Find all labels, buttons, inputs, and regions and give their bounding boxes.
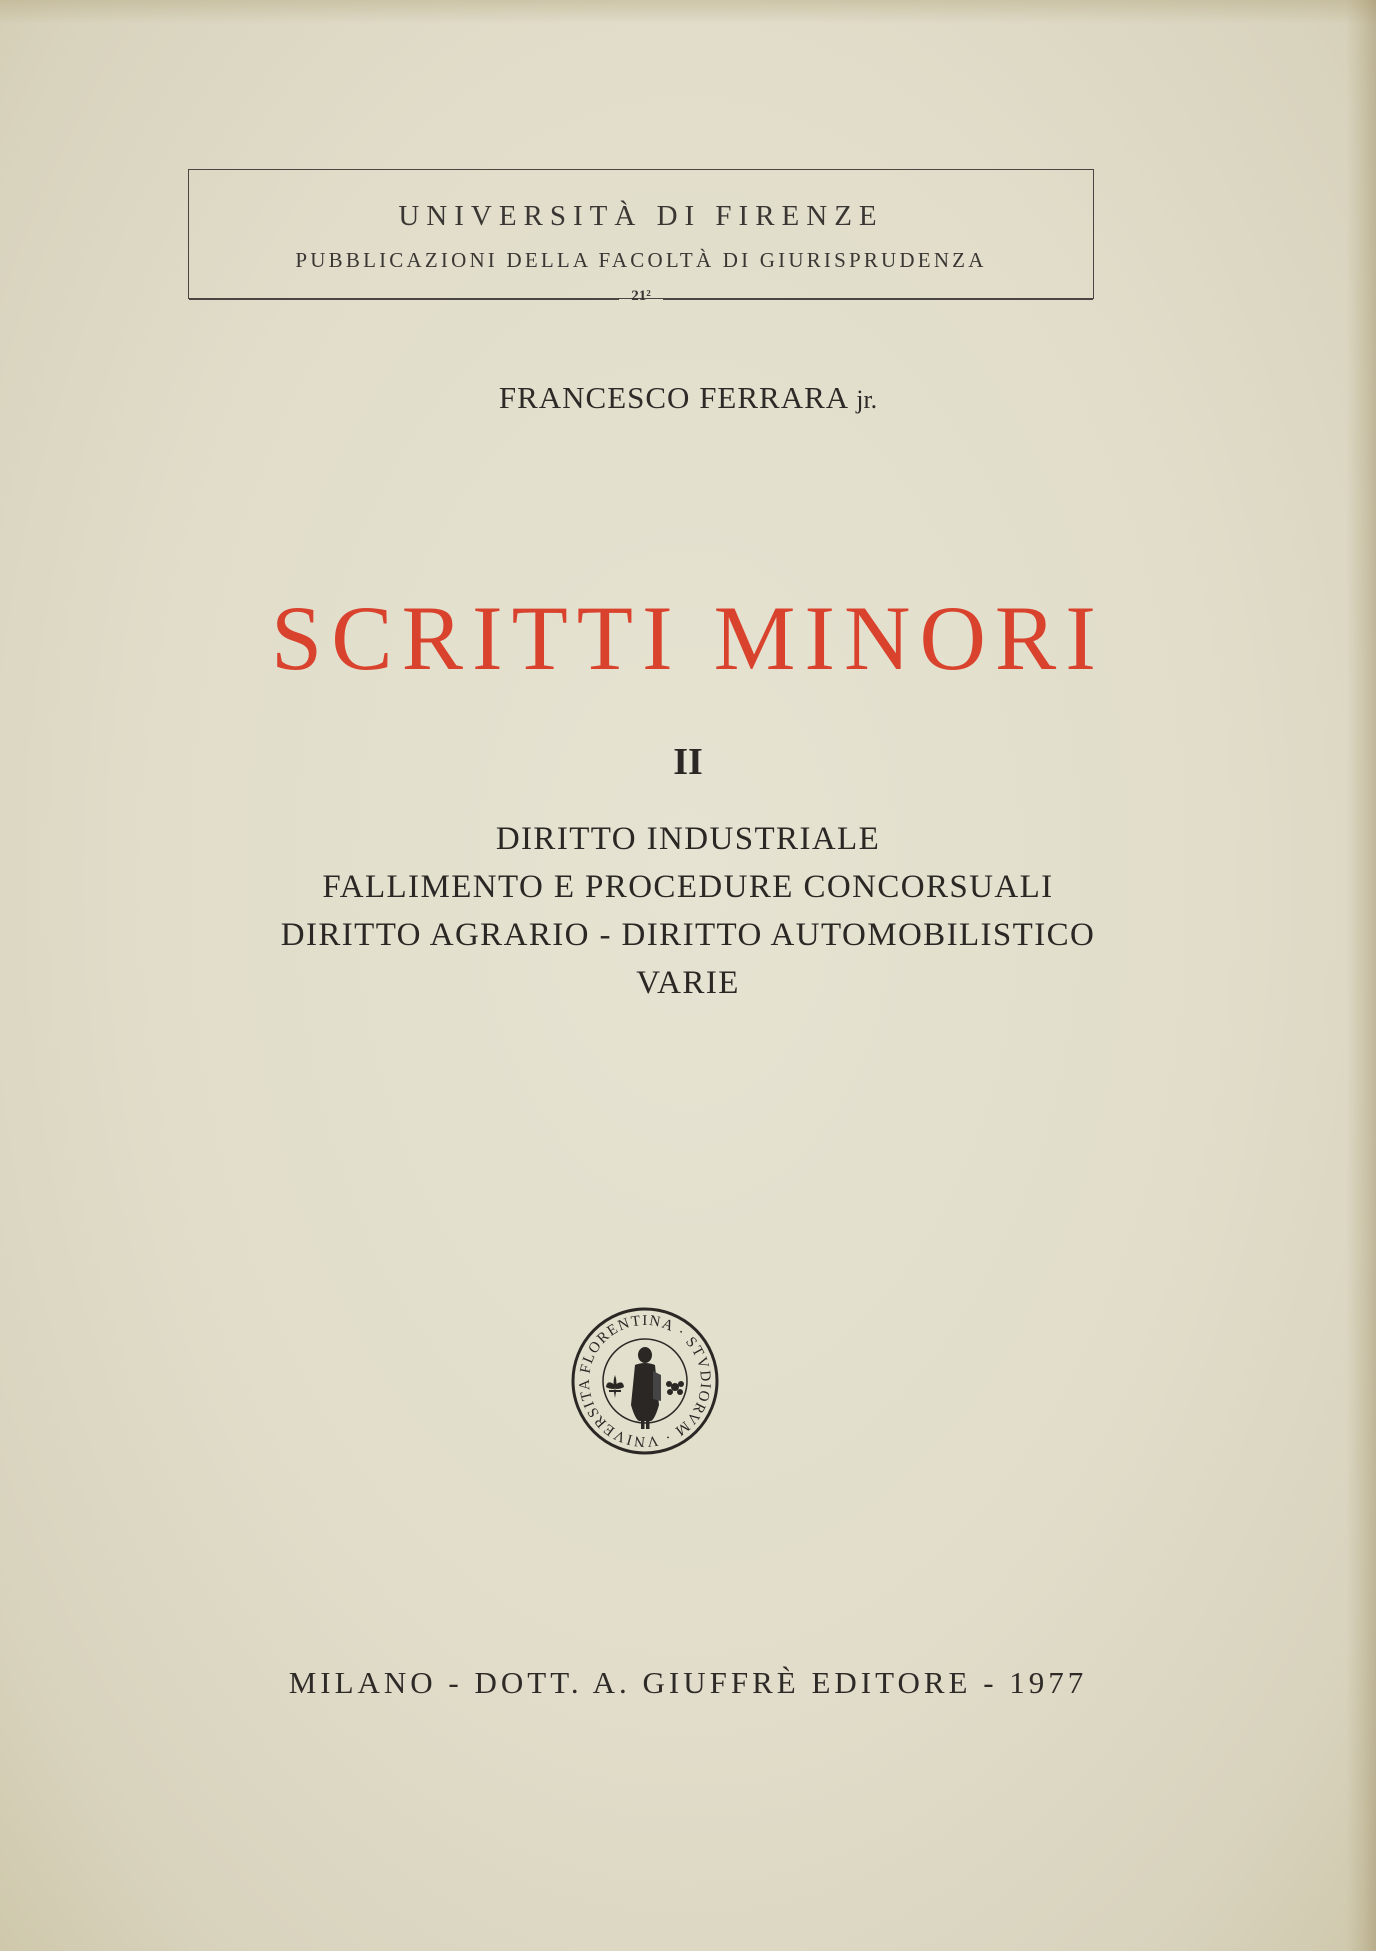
author-suffix: jr. — [856, 385, 878, 414]
author-line — [0, 380, 1376, 416]
subject-line: DIRITTO AGRARIO - DIRITTO AUTOMOBILISTICO — [280, 917, 1096, 953]
book-title: SCRITTI MINORI — [271, 587, 1105, 689]
subject-line: DIRITTO INDUSTRIALE — [495, 821, 881, 857]
subject-line: FALLIMENTO E PROCEDURE CONCORSUALI — [322, 869, 1054, 905]
series-number: 21² — [631, 288, 651, 304]
author-name: FRANCESCO FERRARA — [498, 380, 848, 415]
series-name: PUBBLICAZIONI DELLA FACOLTÀ DI GIURISPRUDENZA — [295, 248, 987, 272]
subject-list — [0, 815, 1376, 1007]
volume-number: II — [673, 741, 703, 783]
university-name: UNIVERSITÀ DI FIRENZE — [398, 200, 884, 232]
paper-edge-top — [0, 0, 1376, 24]
subject-line: VARIE — [636, 965, 740, 1001]
publisher-imprint: MILANO - DOTT. A. GIUFFRÈ EDITORE - 1977 — [288, 1665, 1088, 1700]
university-seal-icon — [569, 1305, 721, 1457]
svg-text:FLORENTINA · STVDIORVM · VNIVE: FLORENTINA · STVDIORVM · VNIVERSITA — [576, 1312, 714, 1450]
series-header-box — [188, 169, 1094, 304]
